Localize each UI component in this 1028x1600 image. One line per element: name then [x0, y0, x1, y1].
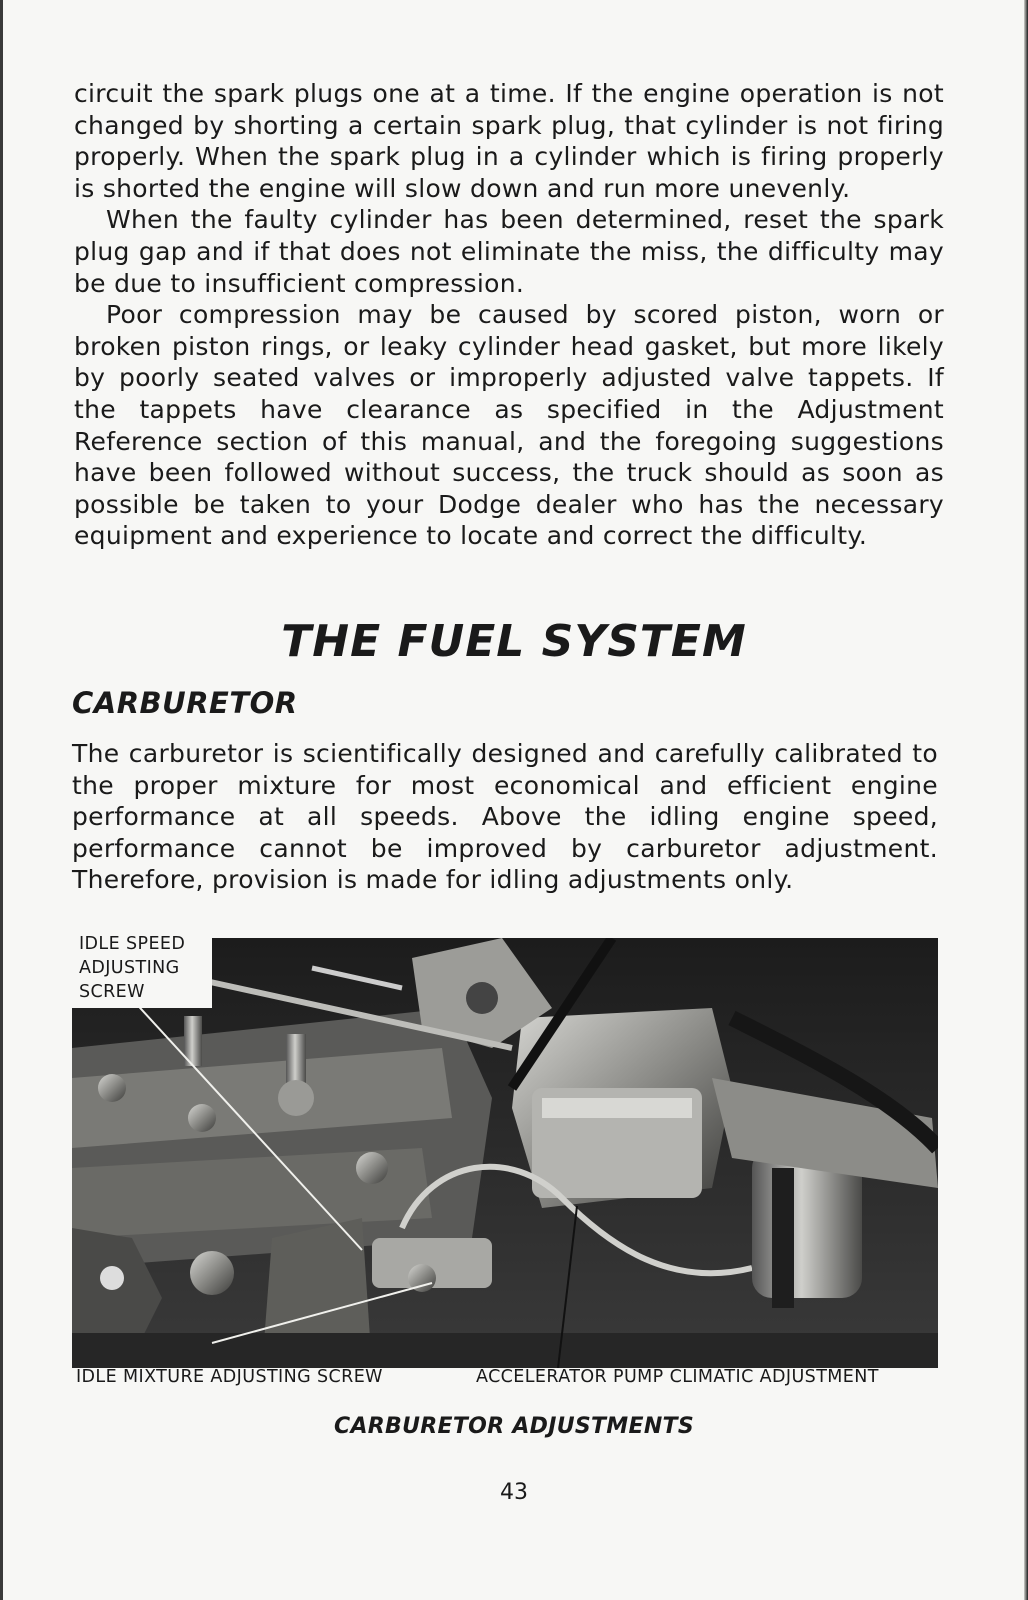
callout-idle-mixture-screw: IDLE MIXTURE ADJUSTING SCREW — [76, 1367, 383, 1387]
figure-caption: CARBURETOR ADJUSTMENTS — [334, 1414, 694, 1439]
paragraph-faulty-cylinder: When the faulty cylinder has been determined, reset the spark plug gap and if that does not eliminate the miss, the difficulty may be due to insufficient compression. — [74, 205, 944, 298]
paragraph-spark-plugs: circuit the spark plugs one at a time. If the engine operation is not changed by shorting a certain spark plug, that cylinder is not firing properly. When the spark plug in a cylinder which is firing properly is shorted the engine will slow down and run more unevenly. — [74, 79, 944, 203]
intro-text — [74, 78, 944, 552]
paragraph-poor-compression: Poor compression may be caused by scored piston, worn or broken piston rings, or leaky cylinder head gasket, but more likely by poorly seated valves or improperly adjusted valve tappets. If the tappets have clearance as specified in the Adjustment Reference section of this manual, and the foregoing suggestions have been followed without success, the truck should as soon as possible be taken to your Dodge dealer who has the necessary equipment and experience to locate and correct the difficulty. — [74, 300, 944, 551]
callout-accelerator-pump: ACCELERATOR PUMP CLIMATIC ADJUSTMENT — [476, 1367, 879, 1387]
page-number: 43 — [500, 1480, 528, 1505]
section-title: THE FUEL SYSTEM — [281, 616, 747, 667]
page-edge-left — [0, 0, 3, 1600]
carburetor-text — [72, 738, 938, 896]
callout-idle-speed-screw: IDLE SPEED ADJUSTING SCREW — [79, 934, 186, 1002]
paragraph-carburetor: The carburetor is scientifically designed and carefully calibrated to the proper mixture for most economical and efficient engine performance at all speeds. Above the idling engine speed, performance cannot be improved by carburetor adjustment. Therefore, provision is made for idling adjustments only. — [72, 739, 938, 895]
page-edge-right — [1024, 0, 1028, 1600]
subsection-title: CARBURETOR — [72, 686, 298, 720]
